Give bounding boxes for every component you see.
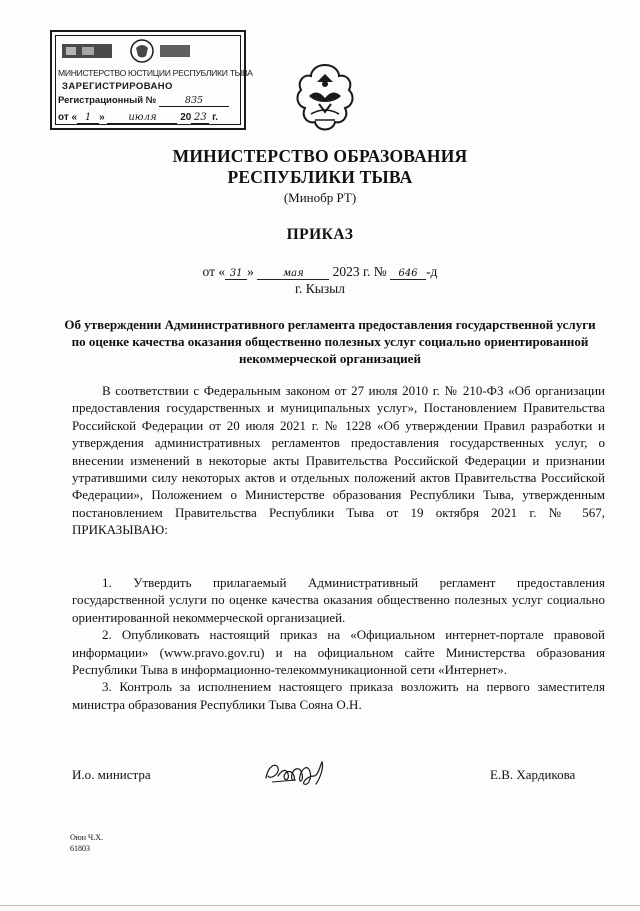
scan-edge-divider [0, 905, 640, 906]
order-item-1: 1. Утвердить прилагаемый Административный регламент предоставления государственной услуги по оценке качества оказания общественно полезных услуг социально ориентированной некоммерческой организацией. [72, 575, 605, 625]
stamp-date-day: 1 [77, 112, 99, 124]
stamp-date-prefix: от « [58, 112, 78, 123]
executor-info [70, 832, 103, 854]
order-number: 646 [390, 268, 426, 280]
order-date-mid: » [247, 264, 254, 279]
handwritten-signature-icon [262, 756, 332, 788]
ministry-name-line2: РЕСПУБЛИКИ ТЫВА [227, 167, 413, 187]
stamp-date-suffix: г. [212, 112, 219, 123]
stamp-date-year-suffix: 23 [191, 112, 209, 124]
stamp-date-line [58, 112, 218, 124]
order-subject: Об утверждении Административного регламента предоставления государственной услуги по оценке качества оказания общественно полезных услуг социально ориентированной некоммерческой организацией [64, 317, 596, 366]
stamp-reg-label: Регистрационный № [58, 95, 157, 106]
stamp-date-year-prefix: 20 [180, 112, 192, 123]
stamp-ministry-name: МИНИСТЕРСТВО ЮСТИЦИИ РЕСПУБЛИКИ ТЫВА [58, 68, 253, 78]
stamp-reg-number-line [58, 95, 229, 107]
order-date-line [0, 264, 640, 280]
ministry-short-name: (Минобр РТ) [283, 190, 357, 205]
stamp-status: ЗАРЕГИСТРИРОВАНО [62, 81, 173, 92]
order-item-2: 2. Опубликовать настоящий приказ на «Официальном интернет-портале правовой информации» (www.pravo.gov.ru) и на официальном сайте Министерства образования Республики Тыва в информационно-телекоммуникационной сети «Интернет». [72, 627, 605, 678]
signatory-name: Е.В. Хардикова [490, 767, 576, 782]
stamp-date-mid: » [99, 112, 105, 123]
order-date-prefix: от « [202, 264, 226, 279]
stamp-date-month: июля [107, 112, 177, 124]
stamp-seal-icon [60, 38, 200, 64]
order-items-list [72, 574, 605, 713]
republic-emblem-icon [295, 62, 355, 144]
stamp-reg-number: 835 [159, 95, 229, 107]
order-date-month: мая [257, 268, 329, 280]
order-number-suffix: -д [426, 264, 438, 279]
signatory-role: И.о. министра [72, 767, 151, 782]
order-preamble: В соответствии с Федеральным законом от 27 июля 2010 г. № 210-ФЗ «Об организации предоставления государственных и муниципальных услуг», Постановлением Правительства Российской Федерации от 20 июля 2021 г. № 1228 «Об утверждении Правил разработки и утверждения административных регламентов предоставления государственных услуг, о внесении изменений в некоторые акты Правительства Российской Федерации и признании утратившими силу некоторых актов и отдельных положений актов Правительства Российской Федерации», Положением о Министерстве образования Республики Тыва, утвержденным постановлением Правительства Республики Тыва от 19 октября 2021 г. № 567, ПРИКАЗЫВАЮ: [72, 383, 605, 538]
order-date-day: 31 [225, 268, 247, 280]
document-type-title: ПРИКАЗ [286, 226, 354, 243]
executor-name: Оюн Ч.Х. [70, 833, 104, 842]
executor-phone: 61803 [70, 844, 90, 853]
ministry-name [0, 146, 640, 188]
order-date-year: 2023 г. № [332, 264, 387, 279]
order-item-3: 3. Контроль за исполнением настоящего приказа возложить на первого заместителя министра образования Республики Тыва Сояна О.Н. [72, 679, 605, 712]
order-city: г. Кызыл [295, 281, 345, 296]
ministry-name-line1: МИНИСТЕРСТВО ОБРАЗОВАНИЯ [172, 146, 468, 166]
registration-stamp [50, 30, 253, 130]
